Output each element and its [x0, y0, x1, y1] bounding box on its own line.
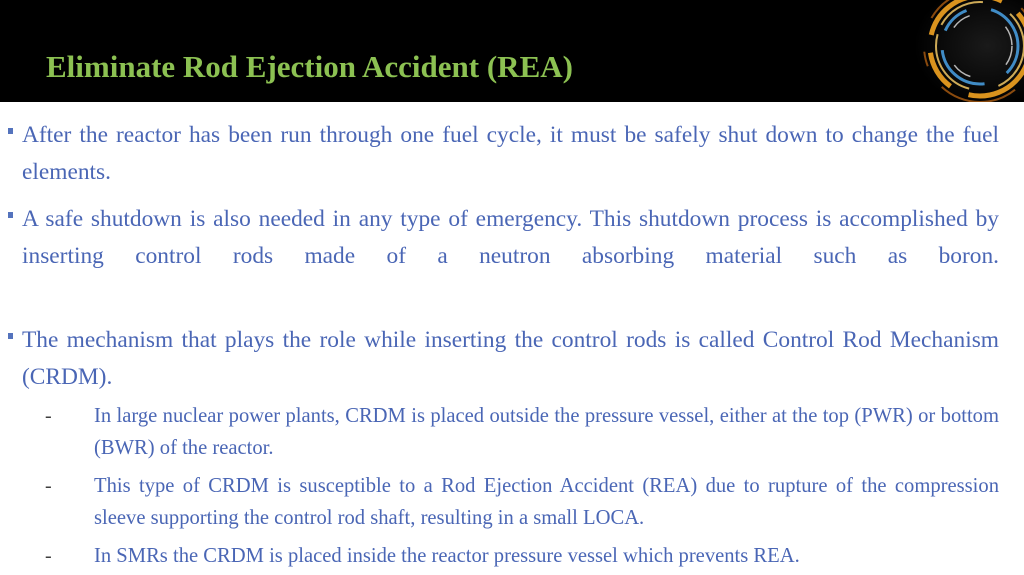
dash-bullet: -: [45, 545, 52, 567]
bullet-text: A safe shutdown is also needed in any type of emergency. This shutdown process is accomplished by inserting control rods made of a neutron absorbing material such as boron.: [22, 206, 999, 269]
square-bullet-icon: [8, 212, 13, 218]
square-bullet-icon: [8, 128, 13, 134]
square-bullet-icon: [8, 333, 13, 339]
slide-title: Eliminate Rod Ejection Accident (REA): [46, 49, 573, 84]
sub-bullet-text: In large nuclear power plants, CRDM is placed outside the pressure vessel, either at the top (PWR) or bottom (BWR) of the reactor.: [94, 405, 999, 459]
sub-bullet-text: This type of CRDM is susceptible to a Rod Ejection Accident (REA) due to rupture of the compression sleeve supporting the control rod shaft, resulting in a small LOCA.: [94, 475, 999, 529]
dash-bullet: -: [45, 405, 52, 427]
sub-bullet-text: In SMRs the CRDM is placed inside the reactor pressure vessel which prevents REA.: [94, 545, 800, 567]
bullet-text: After the reactor has been run through one fuel cycle, it must be safely shut down to change the fuel elements.: [22, 122, 999, 185]
bullet-text: The mechanism that plays the role while inserting the control rods is called Control Rod Mechanism (CRDM).: [22, 327, 999, 390]
dash-bullet: -: [45, 475, 52, 497]
